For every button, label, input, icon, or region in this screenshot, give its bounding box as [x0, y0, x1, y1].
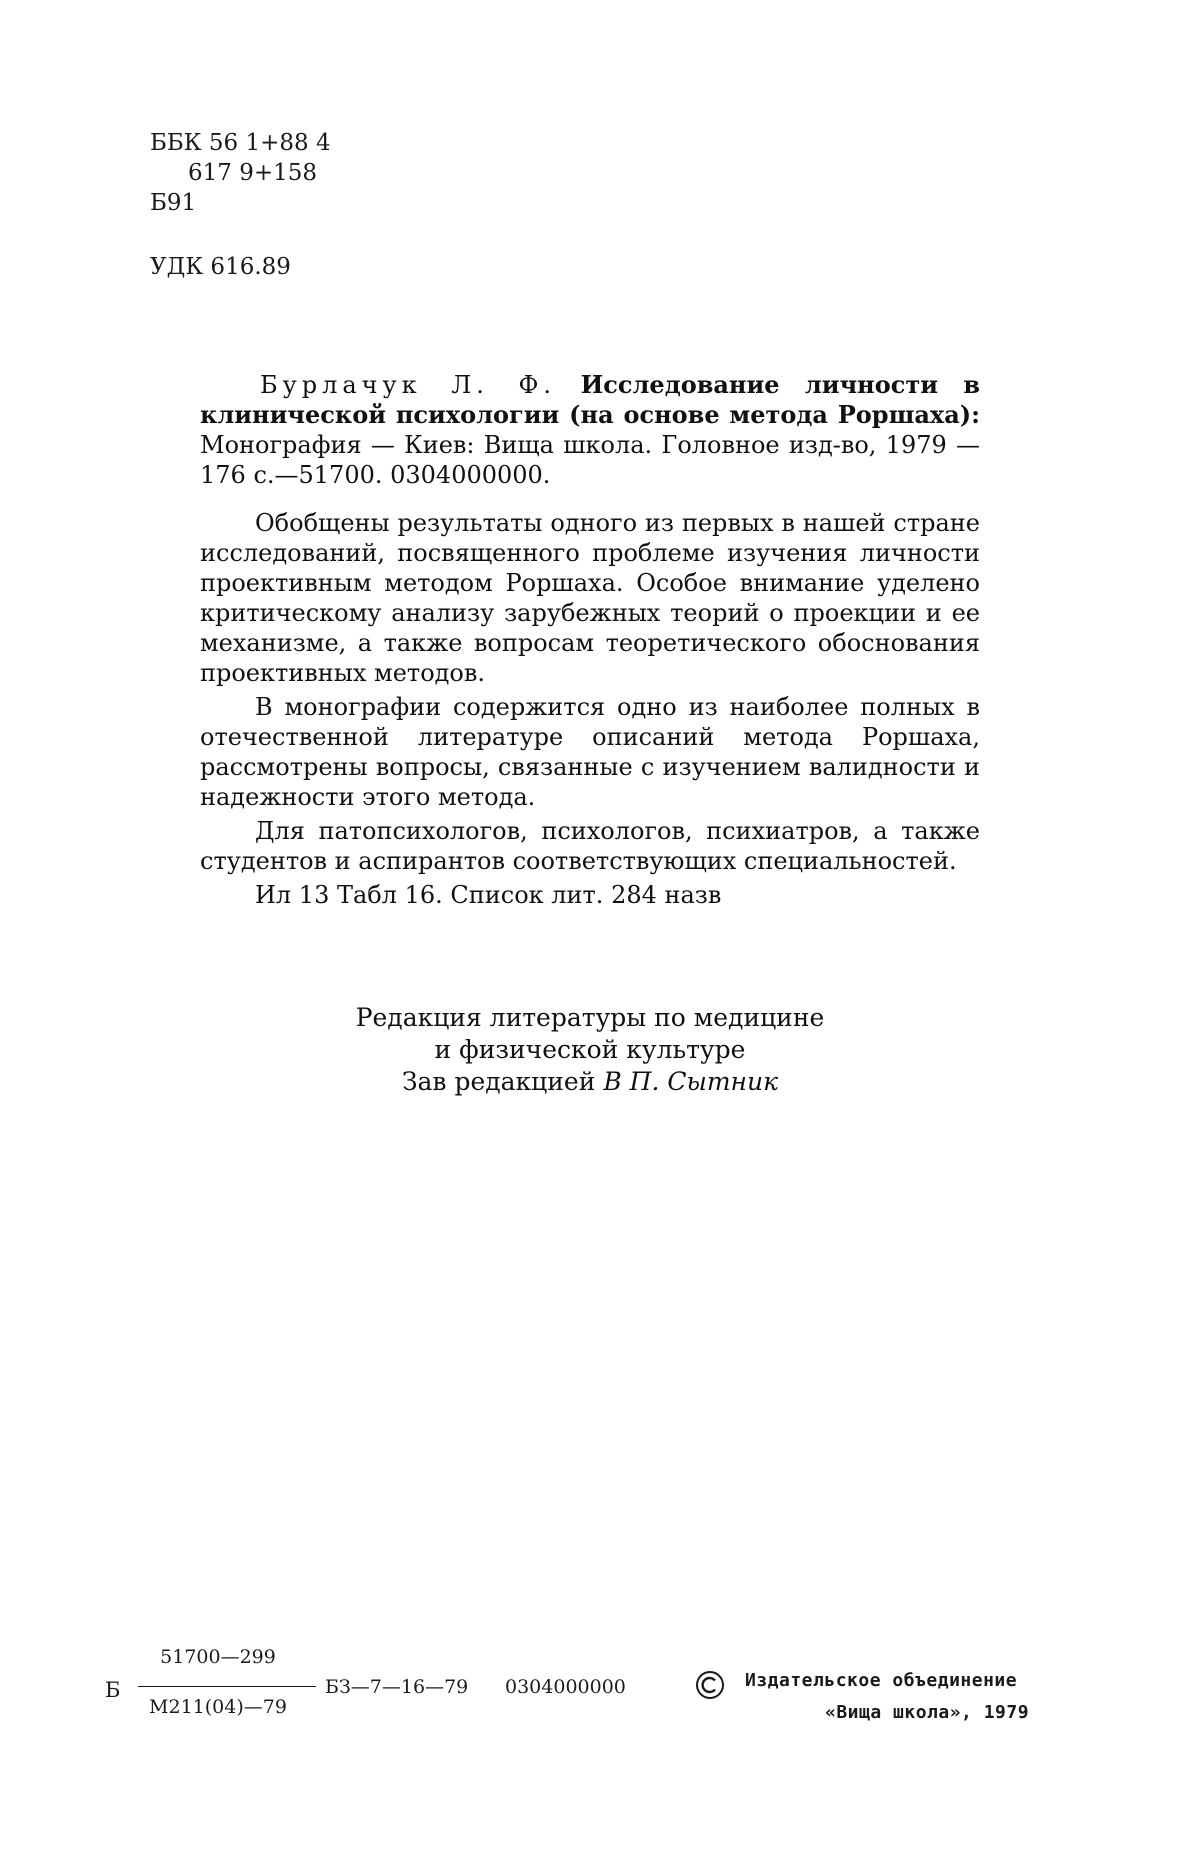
publisher-line-2: «Вища школа», 1979: [825, 1702, 1030, 1723]
imprint-order-code: БЗ—7—16—79: [325, 1676, 469, 1698]
imprint-numerator: 51700—299: [160, 1646, 276, 1668]
classification-codes: [150, 128, 331, 218]
bbk-code-line1: ББК 56 1+88 4: [150, 130, 331, 156]
editorial-line-1: Редакция литературы по медицине: [355, 1003, 825, 1032]
bibliographic-entry: [200, 370, 980, 490]
abstract: [200, 508, 980, 914]
imprint-letter: Б: [105, 1678, 121, 1702]
entry-author: Бурлачук Л. Ф.: [260, 371, 557, 399]
editorial-line-2: и физической культуре: [434, 1035, 746, 1064]
abstract-stats: Ил 13 Табл 16. Список лит. 284 назв: [255, 881, 722, 909]
copyright-icon: [695, 1670, 725, 1700]
udk-code: УДК 616.89: [150, 254, 291, 280]
imprint-denominator: М211(04)—79: [149, 1696, 287, 1718]
abstract-paragraph-3: Для патопсихологов, психологов, психиатров, а также студентов и аспирантов соответствующих специальностей.: [200, 817, 980, 875]
fraction-bar: [138, 1686, 316, 1687]
author-mark-code: Б91: [150, 190, 197, 216]
entry-details: Монография — Киев: Вища школа. Головное изд-во, 1979 — 176 с.—51700. 0304000000.: [200, 431, 980, 489]
editorial-info: [200, 1002, 980, 1098]
editorial-head-prefix: Зав редакцией: [401, 1067, 604, 1096]
imprint-number: 0304000000: [505, 1676, 626, 1698]
editorial-head: [200, 1066, 980, 1098]
publisher-line-1: Издательское объединение: [745, 1670, 1018, 1691]
abstract-paragraph-1: Обобщены результаты одного из первых в нашей стране исследований, посвященного проблеме изучения личности проективным методом Роршаха. Особое внимание уделено критическому анализу зарубежных теорий о проекции и ее механизме, а также вопросам теоретического обоснования проективных методов.: [200, 509, 980, 687]
entry-title: Исследование личности в клинической психологии (на основе метода Роршаха):: [200, 370, 980, 429]
abstract-paragraph-2: В монографии содержится одно из наиболее полных в отечественной литературе описаний метода Роршаха, рассмотрены вопросы, связанные с изучением валидности и надежности этого метода.: [200, 693, 980, 811]
bbk-code-line2: 617 9+158: [188, 160, 318, 186]
imprint-line: [105, 1646, 1105, 1736]
editorial-head-name: В П. Сытник: [603, 1067, 779, 1096]
